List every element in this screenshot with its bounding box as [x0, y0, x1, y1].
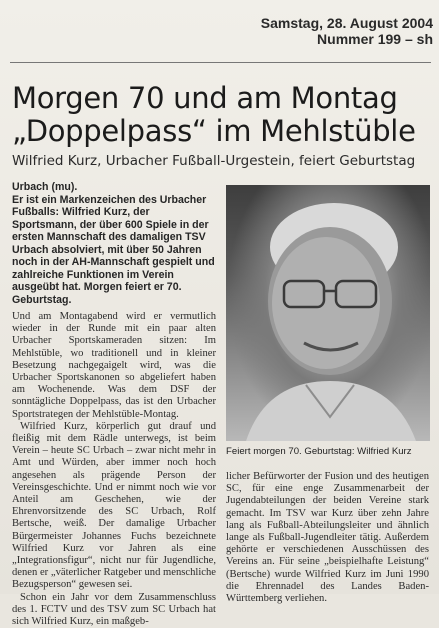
article-lead-text: Er ist ein Markenzeichen des Urbacher Fußballs: Wilfried Kurz, der Sportsmann, der über 600 Spiele in der ersten Mannschaft des damaligen TSV Urbach absolviert, mit über 50 Jahren noch in der AH-Mannschaft gespielt und zahlreiche Funktionen im Verein ausgeübt hat. Morgen feiert er 70. Geburtstag.: [12, 193, 215, 306]
article-paragraph: licher Befürworter der Fusion und des heutigen SC, für eine enge Zusammenarbeit der Jugendabteilungen der beiden Vereine stark gemacht. Im TSV war Kurz über zehn Jahre lang als Fußball-Abteilungsleiter und ähnlich lange als Fußball-Jugendleiter tätig. Außerdem gehörte er verschiedenen Ausschüssen des Vereins an. Für seine „beispielhafte Leistung“ (Bertsche) wurde Wilfried Kurz im Juni 1990 die Ehrennadel des Landes Baden-Württemberg verliehen.: [226, 471, 429, 605]
issue-number: Nummer 199 – sh: [317, 31, 433, 47]
portrait-photo: [226, 185, 430, 441]
article-column-left: [12, 311, 216, 628]
article-headline: [12, 82, 432, 148]
top-rule: [10, 62, 431, 63]
article-paragraph: Wilfried Kurz, körperlich gut drauf und fleißig mit dem Rädle unterwegs, ist beim Verein – heute SC Urbach – zwar nicht mehr in Amt und Würden, aber immer noch hoch angesehen als prägende Person der Vereinsgeschichte. Und er nimmt noch wie vor Anteil am Geschehen, wie der Ehrenvorsitzende des SC Urbach, Rolf Bertsche, weiß. Der damalige Urbacher Bürgermeister Johannes Fuchs bezeichnete Wilfried Kurz vor Jahren als eine „Integrationsfigur“, nicht nur für Jugendliche, denen er „väterlicher Ratgeber und menschliche Bezugsperson“ gewesen sei.: [12, 420, 216, 591]
article-paragraph: Schon ein Jahr vor dem Zusammenschluss des 1. FCTV und des TSV zum SC Urbach hat sich Wilfried Kurz, ein maßgeb-: [12, 591, 216, 628]
portrait-photo-image: [226, 185, 430, 441]
issue-dateline: [261, 15, 433, 47]
photo-caption: Feiert morgen 70. Geburtstag: Wilfried Kurz: [226, 446, 412, 457]
headline-line-2: „Doppelpass“ im Mehlstüble: [12, 114, 416, 148]
article-lead: [12, 181, 216, 306]
headline-line-1: Morgen 70 und am Montag: [12, 81, 398, 115]
article-subhead: Wilfried Kurz, Urbacher Fußball-Urgestein, feiert Geburtstag: [12, 153, 416, 169]
article-place: Urbach (mu).: [12, 181, 78, 193]
article-paragraph: Und am Montagabend wird er vermutlich wieder in der Runde mit ein paar alten Urbacher Sportskameraden sitzen: Im Mehlstüble, wo traditionell und in kleiner Besetzung nachgegaigelt wird, was die Urbacher Sportskanonen so abgeliefert haben am Wochenende. Was dem DSF der sonntägliche Doppelpass, das ist den Urbacher Sportstrategen der Mehlstüble-Montag.: [12, 311, 216, 420]
article-column-right: [226, 471, 429, 605]
issue-date: Samstag, 28. August 2004: [260, 15, 433, 31]
